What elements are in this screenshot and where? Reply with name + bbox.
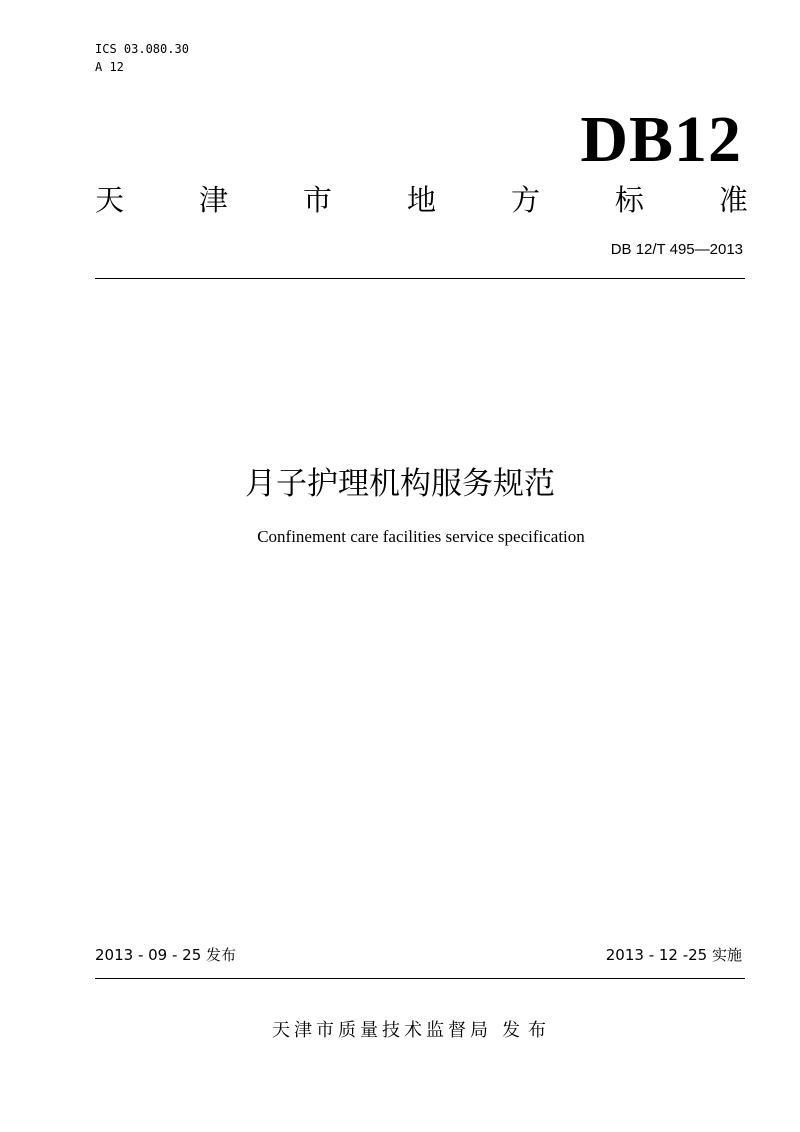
ics-code: ICS 03.080.30 [95,42,189,56]
footer-divider [95,978,745,979]
publisher-name: 天津市质量技术监督局 [272,1020,492,1041]
standard-type-title [95,180,748,220]
standard-number: DB 12/T 495—2013 [610,241,743,258]
publish-label: 发布 [502,1020,554,1041]
document-subtitle: Confinement care facilities service specification [257,527,585,546]
ccs-code: A 12 [95,60,124,74]
standard-type-char: 方 [510,183,540,217]
standard-type-char: 津 [198,183,228,217]
document-title: 月子护理机构服务规范 [245,466,555,502]
standard-type-char: 天 [95,183,125,217]
publisher-line [0,1018,800,1044]
standard-type-char: 准 [718,183,748,217]
standard-logo: DB12 [580,103,742,176]
issue-date: 2013 - 09 - 25 发布 [95,946,237,964]
standard-type-char: 地 [406,183,436,217]
standard-type-char: 标 [614,183,644,217]
implementation-date: 2013 - 12 -25 实施 [605,946,742,964]
classification-codes [95,40,189,76]
header-divider [95,278,745,279]
standard-type-char: 市 [302,183,332,217]
